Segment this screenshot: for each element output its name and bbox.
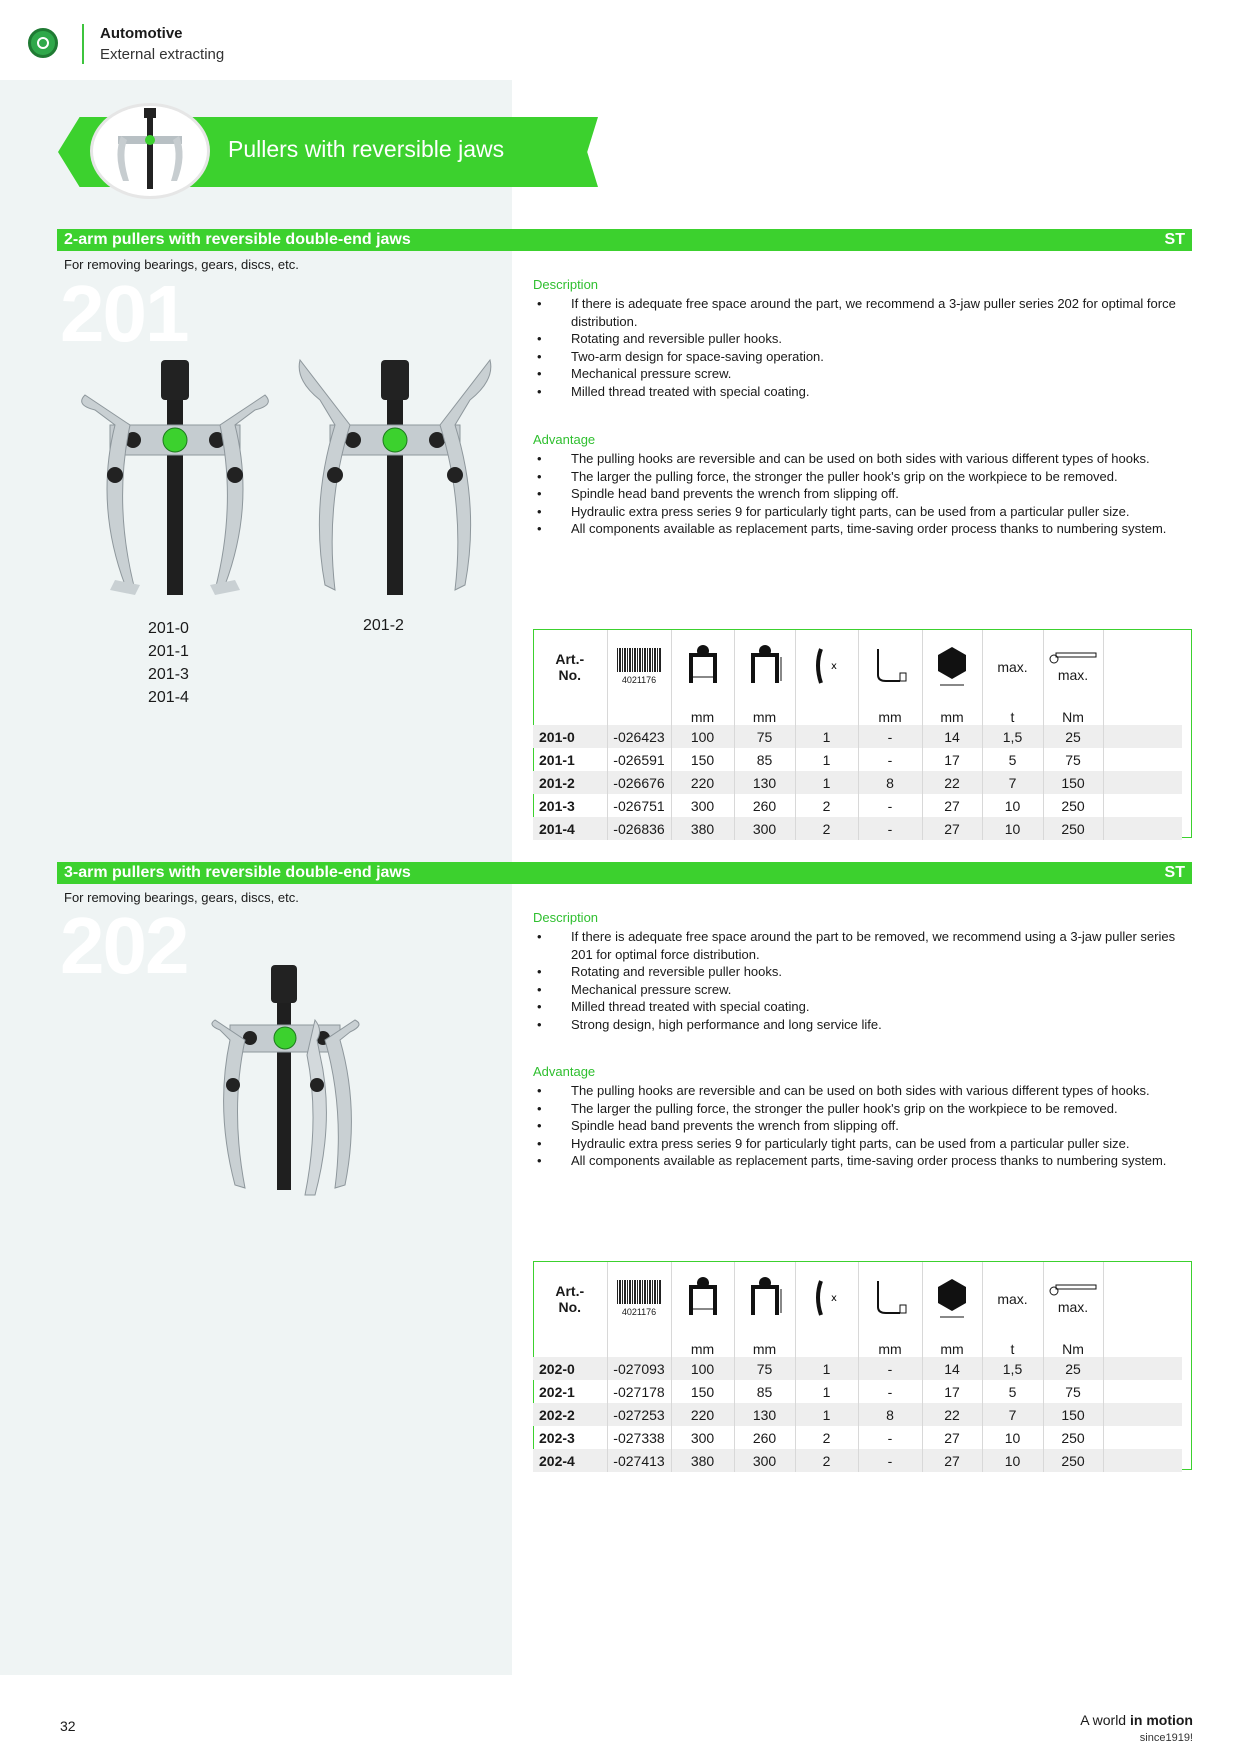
section-title-202: 3-arm pullers with reversible double-end jaws: [64, 864, 411, 881]
table-cell: 150: [1043, 771, 1103, 794]
reach-depth-icon: [734, 630, 795, 703]
hex-wrench-icon: [922, 630, 982, 703]
table-cell: 100: [671, 1357, 734, 1380]
table-cell: 10: [982, 1426, 1043, 1449]
list-item: • Rotating and reversible puller hooks.: [533, 963, 1193, 981]
table-cell-empty: [1103, 748, 1182, 771]
max-force-header: max.: [982, 630, 1043, 703]
table-cell: 5: [982, 748, 1043, 771]
table-cell: 300: [671, 794, 734, 817]
barcode-icon: 4021176: [607, 630, 671, 703]
brand-logo-icon: [28, 28, 58, 58]
table-cell: 1: [795, 725, 858, 748]
table-cell: -026423: [607, 725, 671, 748]
footer-since: since1919!: [1139, 1732, 1193, 1744]
table-row: [533, 748, 1182, 771]
table-row: [533, 1403, 1182, 1426]
page-number: 32: [60, 1718, 76, 1734]
table-cell: 22: [922, 1403, 982, 1426]
header-category: Automotive: [100, 25, 183, 42]
table-cell-empty: [1103, 725, 1182, 748]
puller-3arm-image: [205, 960, 375, 1205]
art-code-cell: 201-4: [533, 817, 607, 840]
table-cell: 260: [734, 1426, 795, 1449]
table-row: [533, 725, 1182, 748]
table-cell: -: [858, 748, 922, 771]
table-row: [533, 771, 1182, 794]
arms-count-icon: [795, 1262, 858, 1335]
table-cell: 27: [922, 817, 982, 840]
table-cell-empty: [1103, 1403, 1182, 1426]
svg-text:x: x: [830, 661, 837, 672]
table-cell: 10: [982, 794, 1043, 817]
list-item: • Rotating and reversible puller hooks.: [533, 330, 1193, 348]
list-item: • Hydraulic extra press series 9 for particularly tight parts, can be used from a particular puller size.: [533, 503, 1193, 521]
torque-wrench-icon: [1048, 650, 1098, 664]
table-cell: 75: [1043, 1380, 1103, 1403]
table-cell: 250: [1043, 817, 1103, 840]
code-201-3: 201-3: [148, 666, 189, 683]
table-cell: 1: [795, 1357, 858, 1380]
table-cell: -026591: [607, 748, 671, 771]
table-cell: 300: [671, 1426, 734, 1449]
table-cell: -: [858, 817, 922, 840]
puller-2arm-long-image: [295, 355, 495, 605]
description-list-202: [533, 928, 1193, 1033]
table-cell: 130: [734, 1403, 795, 1426]
table-cell: -026751: [607, 794, 671, 817]
table-header-row: [533, 630, 1182, 703]
table-cell: -: [858, 794, 922, 817]
table-cell: 27: [922, 794, 982, 817]
table-cell: 150: [671, 1380, 734, 1403]
table-cell: 2: [795, 817, 858, 840]
section-subtitle-202: For removing bearings, gears, discs, etc.: [64, 890, 299, 905]
table-cell: 2: [795, 1426, 858, 1449]
table-cell: -026676: [607, 771, 671, 794]
art-code-cell: 202-1: [539, 1383, 575, 1400]
table-cell: -027413: [607, 1449, 671, 1472]
list-item: • The larger the pulling force, the stronger the puller hook's grip on the workpiece to be removed.: [533, 468, 1193, 486]
table-cell: 25: [1043, 1357, 1103, 1380]
table-cell: 27: [922, 1449, 982, 1472]
art-code-cell: 201-3: [539, 797, 575, 814]
code-201-1: 201-1: [148, 643, 189, 660]
table-cell: 75: [1043, 748, 1103, 771]
list-item: • Milled thread treated with special coating.: [533, 998, 1193, 1016]
list-item: • If there is adequate free space around the part, we recommend a 3-jaw puller series 202 for optimal force distribution.: [533, 295, 1193, 330]
list-item: • Milled thread treated with special coating.: [533, 383, 1193, 401]
table-cell-empty: [1103, 1380, 1182, 1403]
header-divider: [82, 24, 84, 64]
code-201-2: 201-2: [363, 617, 404, 634]
art-code-cell: 201-1: [539, 751, 575, 768]
art-code-cell: 202-2: [533, 1403, 607, 1426]
table-cell: 260: [734, 794, 795, 817]
table-cell: 380: [671, 1449, 734, 1472]
code-201-0: 201-0: [148, 620, 189, 637]
table-cell: 8: [858, 1403, 922, 1426]
table-row: [533, 817, 1182, 840]
list-item: • Strong design, high performance and long service life.: [533, 1016, 1193, 1034]
table-cell: -: [858, 1380, 922, 1403]
art-code-cell: 202-3: [539, 1429, 575, 1446]
art-code-cell: 201-0: [533, 725, 607, 748]
list-item: • Hydraulic extra press series 9 for particularly tight parts, can be used from a particular puller size.: [533, 1135, 1193, 1153]
description-list-201: [533, 295, 1193, 400]
table-cell: 85: [734, 1380, 795, 1403]
table-cell: 2: [795, 1449, 858, 1472]
puller-2arm-image: [75, 355, 275, 605]
max-torque-header: max.: [1043, 1262, 1103, 1335]
table-cell: 10: [982, 817, 1043, 840]
table-cell: 14: [922, 1357, 982, 1380]
span-width-icon: [671, 630, 734, 703]
table-cell: 150: [1043, 1403, 1103, 1426]
table-cell: 17: [922, 748, 982, 771]
table-cell: 1,5: [982, 725, 1043, 748]
section-badge-201: ST: [1164, 231, 1185, 248]
advantage-label-201: Advantage: [533, 432, 596, 447]
list-item: • Mechanical pressure screw.: [533, 981, 1193, 999]
table-cell: -027093: [607, 1357, 671, 1380]
hook-profile-icon: [858, 1262, 922, 1335]
banner-product-image: [90, 103, 210, 199]
codes-list-201: [148, 617, 189, 709]
table-cell: -027253: [607, 1403, 671, 1426]
table-cell: -026836: [607, 817, 671, 840]
art-code-cell: 202-0: [533, 1357, 607, 1380]
table-cell: 7: [982, 771, 1043, 794]
table-cell: -027338: [607, 1426, 671, 1449]
art-code-cell: 201-2: [533, 771, 607, 794]
table-header-row: [533, 1262, 1182, 1335]
advantage-list-202: [533, 1082, 1193, 1170]
table-cell: 1: [795, 771, 858, 794]
art-no-header: Art.- No.: [555, 650, 585, 683]
table-cell: 22: [922, 771, 982, 794]
spec-table-202: [533, 1262, 1182, 1472]
table-cell: 7: [982, 1403, 1043, 1426]
puller-icon: [93, 106, 207, 196]
series-number-202: 202: [60, 901, 188, 990]
torque-wrench-icon: [1048, 1282, 1098, 1296]
reach-depth-icon: [734, 1262, 795, 1335]
table-units-row: mm mm mm mm t Nm: [533, 1335, 1182, 1357]
section-title-201: 2-arm pullers with reversible double-end jaws: [64, 231, 411, 248]
table-cell-empty: [1103, 1449, 1182, 1472]
list-item: • Spindle head band prevents the wrench from slipping off.: [533, 485, 1193, 503]
table-cell: 100: [671, 725, 734, 748]
section-badge-202: ST: [1164, 864, 1185, 881]
table-cell: 14: [922, 725, 982, 748]
table-cell-empty: [1103, 794, 1182, 817]
table-cell: 250: [1043, 794, 1103, 817]
table-cell: 10: [982, 1449, 1043, 1472]
table-cell: -: [858, 1449, 922, 1472]
table-cell: 150: [671, 748, 734, 771]
table-cell: -: [858, 725, 922, 748]
table-row: [533, 1426, 1182, 1449]
table-cell: -: [858, 1426, 922, 1449]
table-cell: 17: [922, 1380, 982, 1403]
table-cell: 300: [734, 1449, 795, 1472]
table-cell: 220: [671, 1403, 734, 1426]
table-row: [533, 1449, 1182, 1472]
list-item: • The pulling hooks are reversible and can be used on both sides with various different types of hooks.: [533, 450, 1193, 468]
page-title: Pullers with reversible jaws: [228, 136, 505, 162]
section-subtitle-201: For removing bearings, gears, discs, etc.: [64, 257, 299, 272]
footer-tagline: A world in motion: [1080, 1712, 1193, 1728]
table-cell: 5: [982, 1380, 1043, 1403]
list-item: • The pulling hooks are reversible and can be used on both sides with various different types of hooks.: [533, 1082, 1193, 1100]
table-cell: 300: [734, 817, 795, 840]
table-cell: 1: [795, 748, 858, 771]
arms-count-icon: [795, 630, 858, 703]
table-cell: 8: [858, 771, 922, 794]
table-cell: 220: [671, 771, 734, 794]
header-subcategory: External extracting: [100, 46, 225, 63]
list-item: • Spindle head band prevents the wrench from slipping off.: [533, 1117, 1193, 1135]
series-number-201: 201: [60, 269, 188, 358]
table-cell: 1: [795, 1403, 858, 1426]
list-item: • Two-arm design for space-saving operation.: [533, 348, 1193, 366]
list-item: • If there is adequate free space around the part to be removed, we recommend using a 3-jaw puller series 201 for optimal force distribution.: [533, 928, 1193, 963]
table-cell: 2: [795, 794, 858, 817]
advantage-label-202: Advantage: [533, 1064, 596, 1079]
max-torque-header: max.: [1043, 630, 1103, 703]
table-cell: 250: [1043, 1426, 1103, 1449]
max-force-header: max.: [982, 1262, 1043, 1335]
table-cell: 75: [734, 1357, 795, 1380]
spec-table-201: [533, 630, 1182, 840]
table-cell: 130: [734, 771, 795, 794]
table-cell: -027178: [607, 1380, 671, 1403]
table-cell: 27: [922, 1426, 982, 1449]
table-cell: 75: [734, 725, 795, 748]
table-units-row: mm mm mm mm t Nm: [533, 703, 1182, 725]
code-201-4: 201-4: [148, 689, 189, 706]
table-row: [533, 1380, 1182, 1403]
table-cell-empty: [1103, 1426, 1182, 1449]
barcode-icon: 4021176: [607, 1262, 671, 1335]
table-cell-empty: [1103, 1357, 1182, 1380]
list-item: • Mechanical pressure screw.: [533, 365, 1193, 383]
list-item: • All components available as replacement parts, time-saving order process thanks to numbering system.: [533, 1152, 1193, 1170]
hex-wrench-icon: [922, 1262, 982, 1335]
table-cell-empty: [1103, 771, 1182, 794]
advantage-list-201: [533, 450, 1193, 538]
table-row: [533, 794, 1182, 817]
table-row: [533, 1357, 1182, 1380]
table-cell: 85: [734, 748, 795, 771]
table-cell-empty: [1103, 817, 1182, 840]
table-cell: 380: [671, 817, 734, 840]
description-label-201: Description: [533, 277, 599, 292]
span-width-icon: [671, 1262, 734, 1335]
table-cell: 250: [1043, 1449, 1103, 1472]
list-item: • The larger the pulling force, the stronger the puller hook's grip on the workpiece to be removed.: [533, 1100, 1193, 1118]
art-no-header: Art.- No.: [555, 1282, 585, 1315]
table-cell: -: [858, 1357, 922, 1380]
description-label-202: Description: [533, 910, 599, 925]
hook-profile-icon: [858, 630, 922, 703]
art-code-cell: 202-4: [533, 1449, 607, 1472]
table-cell: 25: [1043, 725, 1103, 748]
table-cell: 1: [795, 1380, 858, 1403]
list-item: • All components available as replacement parts, time-saving order process thanks to numbering system.: [533, 520, 1193, 538]
svg-text:x: x: [830, 1293, 837, 1304]
table-cell: 1,5: [982, 1357, 1043, 1380]
